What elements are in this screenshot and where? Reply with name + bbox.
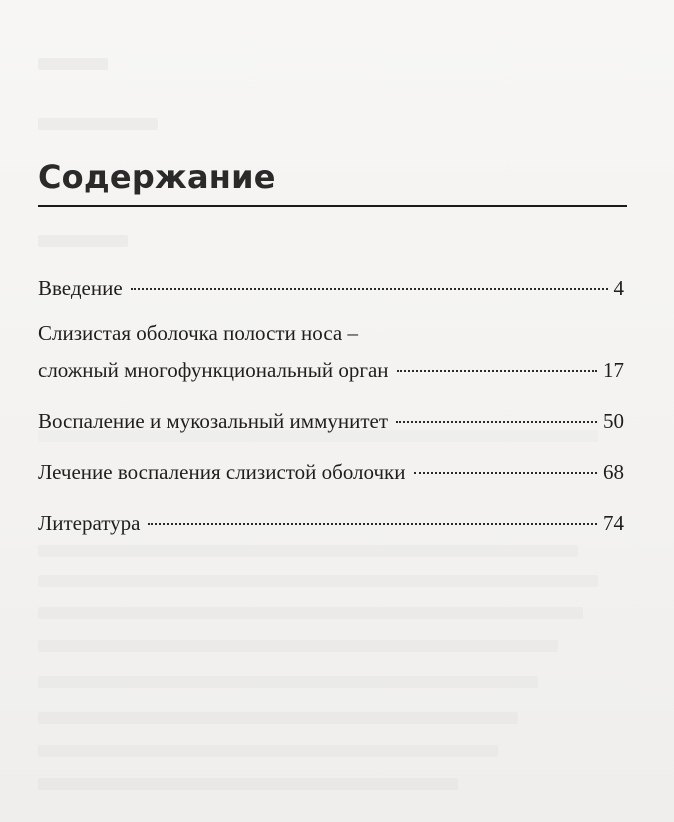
bleed-through-line <box>38 575 598 587</box>
toc-entry-title-line1: Слизистая оболочка полости носа – <box>38 321 358 345</box>
bleed-through-line <box>38 607 583 619</box>
toc-entry-title-line2: сложный многофункциональный орган <box>38 358 389 382</box>
dot-leader <box>131 288 608 290</box>
toc-entry-title: Литература <box>38 511 141 535</box>
dot-leader <box>414 472 598 474</box>
bleed-through-line <box>38 712 518 724</box>
dot-leader <box>148 523 597 525</box>
bleed-through-line <box>38 545 578 557</box>
dot-leader <box>396 421 597 423</box>
toc-page-number: 50 <box>603 409 624 433</box>
toc-entry-title: Лечение воспаления слизистой оболочки <box>38 460 406 484</box>
toc-entry-title: Воспаление и мукозальный иммунитет <box>38 409 389 433</box>
bleed-through-line <box>38 676 538 688</box>
toc-page-number: 4 <box>613 276 624 300</box>
toc-entry[interactable] <box>38 454 624 491</box>
bleed-through-line <box>38 118 158 130</box>
toc-page-number: 68 <box>603 460 624 484</box>
bleed-through-line <box>38 640 558 652</box>
toc-entry-title: Введение <box>38 276 123 300</box>
bleed-through-line <box>38 745 498 757</box>
page-title: Содержание <box>38 158 276 196</box>
bleed-through-line <box>38 778 458 790</box>
toc-page-number: 17 <box>603 358 624 382</box>
toc-entry[interactable] <box>38 403 624 440</box>
table-of-contents <box>38 270 624 542</box>
dot-leader <box>397 370 597 372</box>
toc-entry[interactable] <box>38 270 624 307</box>
bleed-through-line <box>38 58 108 70</box>
bleed-through-line <box>38 235 128 247</box>
toc-entry[interactable] <box>38 505 624 542</box>
toc-page-number: 74 <box>603 511 624 535</box>
toc-entry[interactable] <box>38 315 624 389</box>
title-underline <box>38 205 627 207</box>
